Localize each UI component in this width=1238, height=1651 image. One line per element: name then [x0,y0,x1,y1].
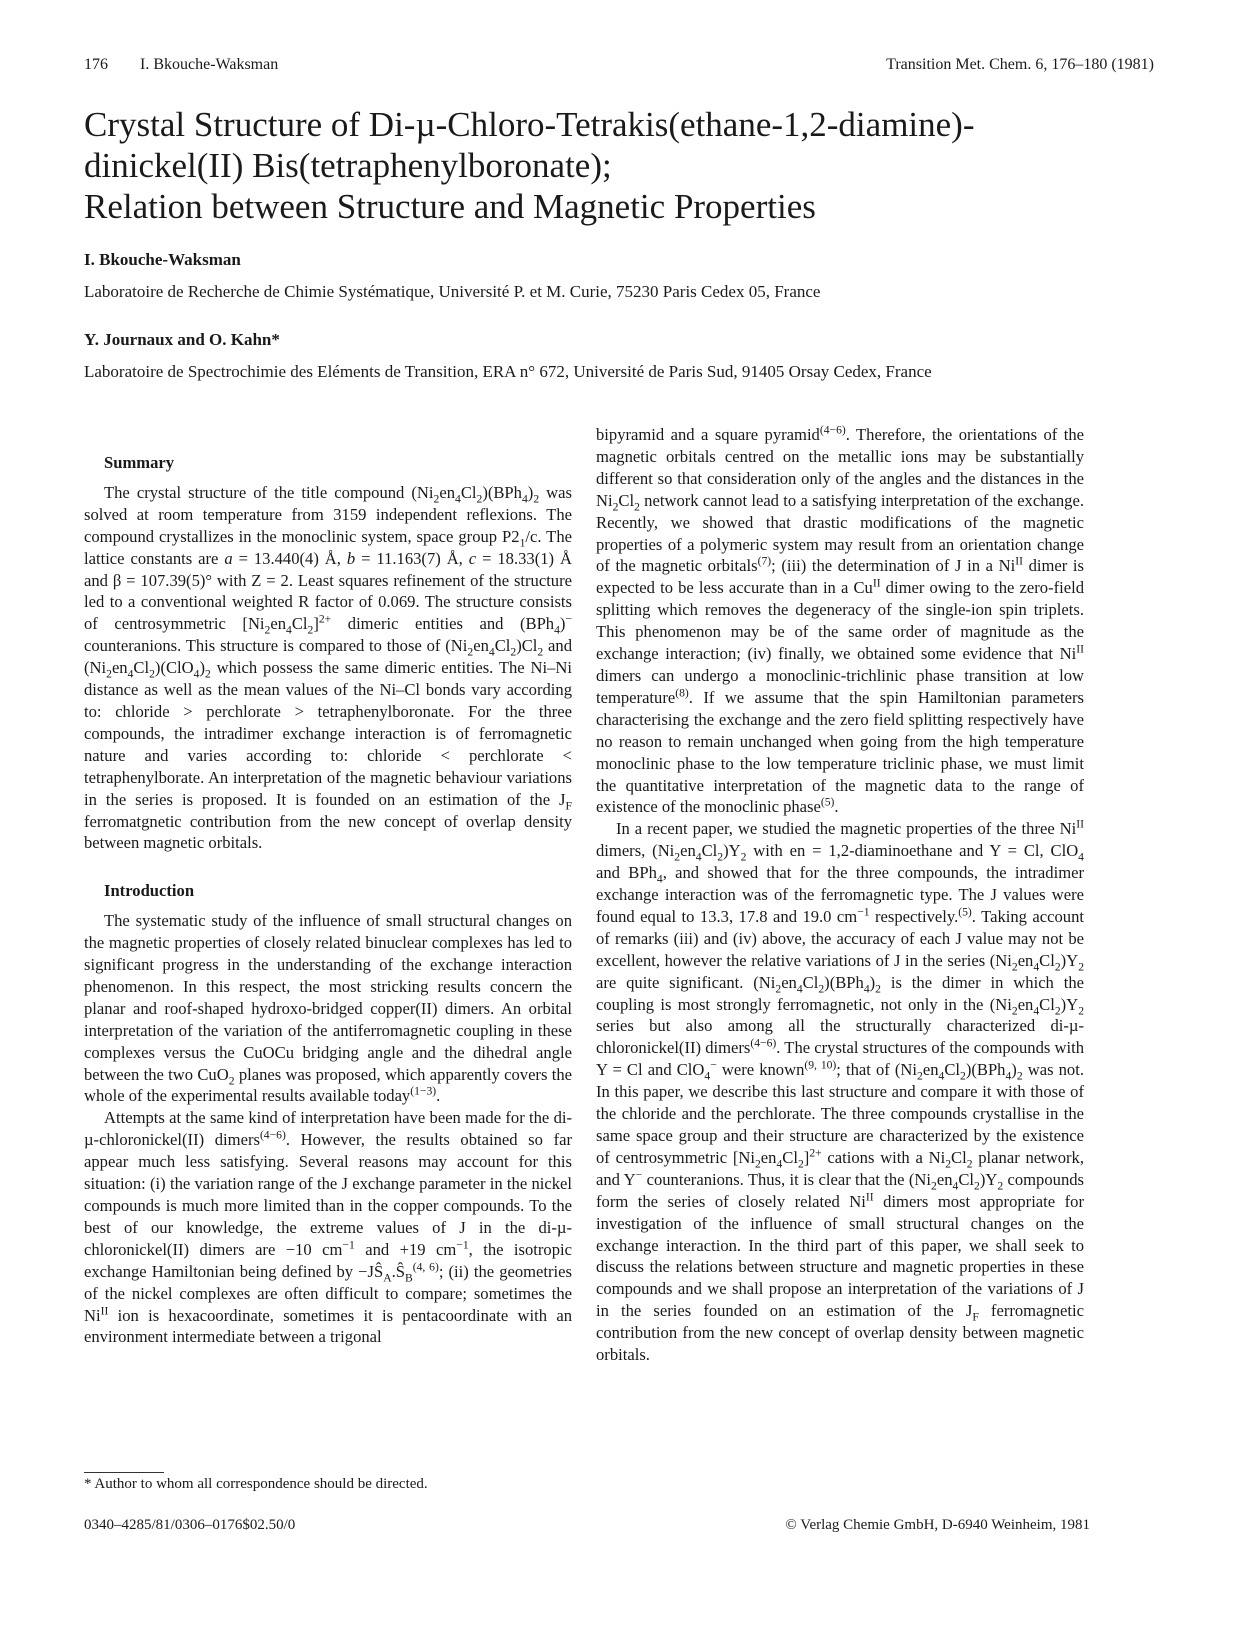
publisher-copyright: © Verlag Chemie GmbH, D-6940 Weinheim, 1981 [785,1517,1090,1533]
running-author: I. Bkouche-Waksman [140,56,279,73]
author-names: Y. Journaux and O. Kahn* [84,330,280,349]
intro-paragraph: Attempts at the same kind of interpretation have been made for the di-µ-chloronickel(II) dimers$^{(4-6)}$. However, the results obtained so far appear much less satisfying. Several reasons may account for this situation: (i) the variation range of the J exchange parameter in the nickel compounds is much more limited than in the copper compounds. To the best of our knowledge, the extreme values of J in the di-µ-chloronickel(II) dimers are −10 $cm^{-1}$ and +19 $cm^{-1}$, the isotropic exchange Hamiltonian being defined by $-JŜ_A.Ŝ_B^{(4, 6)}$; (ii) the geometries of the nickel complexes are often difficult to compare; sometimes the $Ni^{II}$ ion is hexacoordinate, sometimes it is pentacoordinate with an environment intermediate between a trigonal [84,1108,572,1347]
body-paragraph: In a recent paper, we studied the magnetic properties of the three $Ni^{II}$ dimers, $(Ni_2en_4Cl_2)Y_2$ with en = 1,2-diaminoethane and Y = Cl, ClO$_4$ and BPh$_4$, and showed that for the three compounds, the intradimer exchange interaction was of the ferromagnetic type. The J values were found equal to 13.3, 17.8 and 19.0 $cm^{-1}$ respectively.$^{(5)}$. Taking account of remarks (iii) and (iv) above, the accuracy of each J value may not be excellent, however the relative variations of J in the series $(Ni_2en_4Cl_2)Y_2$ are quite significant. $(Ni_2en_4Cl_2)(BPh_4)_2$ is the dimer in which the coupling is most strongly ferromagnetic, not only in the $(Ni_2en_4Cl_2)Y_2$ series but also among all the structurally characterized di-µ-chloronickel(II) dimers$^{(4-6)}$. The crystal structures of the compounds with Y = Cl and ClO$_4$− were known$^{(9, 10)}$; that of $(Ni_2en_4Cl_2)(BPh_4)_2$ was not. In this paper, we describe this last structure and compare it with those of the chloride and the perchlorate. The three compounds crystallise in the same space group and their structure are characterized by the existence of centrosymmetric $[Ni_2en_4Cl_2]^{2+}$ cations with a $Ni_2Cl_2$ planar network, and Y− counteranions. Thus, it is clear that the $(Ni_2en_4Cl_2)Y_2$ compounds form the series of closely related $Ni^{II}$ dimers most appropriate for investigation of the influence of small structural changes on the exchange interaction. In the third part of this paper, we shall seek to discuss the relations between structure and magnetic properties in these compounds and we shall propose an interpretation of the variations of J in the series founded on an estimation of the $J_F$ ferromagnetic contribution from the new concept of overlap density between magnetic orbitals. [596,817,1085,1365]
left-column [84,452,572,1348]
intro-paragraph: The systematic study of the influence of small structural changes on the magnetic properties of closely related binuclear complexes has led to significant progress in the understanding of the exchange interaction phenomenon. In this respect, the most stricking results concern the planar and roof-shaped hydroxo-bridged copper(II) dimers. An orbital interpretation of the variation of the antiferromagnetic coupling in these complexes versus the CuOCu bridging angle and the dihedral angle between the two CuO$_2$ planes was proposed, which apparently covers the whole of the experimental results available today$^{(1-3)}$. [84,911,572,1106]
footnote-rule [84,1472,164,1473]
author-block-1 [84,250,1164,302]
summary-paragraph: The crystal structure of the title compound $(Ni_2en_4Cl_2)(BPh_4)_2$ was solved at room temperature from 3159 independent reflexions. The compound crystallizes in the monoclinic system, space group $P2_1/c$. The lattice constants are a = 13.440(4) Å, b = 11.163(7) Å, c = 18.33(1) Å and β = 107.39(5)° with Z = 2. Least squares refinement of the structure led to a conventional weighted R factor of 0.069. The structure consists of centrosymmetric $[Ni_2en_4Cl_2]^{2+}$ dimeric entities and (BPh$_4$)− counteranions. This structure is compared to those of $(Ni_2en_4Cl_2)Cl_2$ and $(Ni_2en_4Cl_2)(ClO_4)_2$ which possess the same dimeric entities. The Ni–Ni distance as well as the mean values of the Ni–Cl bonds vary according to: chloride > perchlorate > tetraphenylboronate. For the three compounds, the intradimer exchange interaction is of ferromagnetic nature and varies according to: chloride < perchlorate < tetraphenylborate. An interpretation of the magnetic behaviour variations in the series is proposed. It is founded on an estimation of the $J_F$ ferromatgnetic contribution from the new concept of overlap density between magnetic orbitals. [84,482,573,853]
author-block-2 [84,330,1164,382]
summary-heading: Summary [104,453,175,472]
title-line: Relation between Structure and Magnetic Properties [84,187,816,226]
article-code: 0340–4285/81/0306–0176$02.50/0 [84,1517,296,1533]
page-number: 176 [84,56,108,73]
body-paragraph: bipyramid and a square pyramid$^{(4-6)}$. Therefore, the orientations of the magnetic orbitals centred on the metallic ions may be substantially different so that consideration only of the angles and the distances in the $Ni_2Cl_2$ network cannot lead to a satisfying interpretation of the exchange. Recently, we showed that drastic modifications of the magnetic properties of a polymeric system may result from an orientation change of the magnetic orbitals$^{(7)}$; (iii) the determination of J in a $Ni^{II}$ dimer is expected to be less accurate than in a $Cu^{II}$ dimer owing to the zero-field splitting which removes the degeneracy of the single-ion spin triplets. This phenomenon may be of the same order of magnitude as the exchange interaction; (iv) finally, we obtained some evidence that $Ni^{II}$ dimers can undergo a monoclinic-trichlinic phase transition at low temperature$^{(8)}$. If we assume that the spin Hamiltonian parameters characterising the exchange and the zero field splitting respectively have no reason to remain unchanged when going from the high temperature monoclinic phase to the low temperature triclinic phase, we must limit the quantitative interpretation of the magnetic data to the range of existence of the monoclinic phase$^{(5)}$. [596,423,1084,817]
author-affiliation: Laboratoire de Spectrochimie des Eléments de Transition, ERA n° 672, Université de Paris Sud, 91405 Orsay Cedex, France [84,362,932,381]
article-title [84,104,1164,227]
author-names: I. Bkouche-Waksman [84,250,241,269]
footnote: * Author to whom all correspondence should be directed. [84,1476,428,1492]
page-footer [84,1517,1090,1534]
right-column [596,424,1084,1366]
running-head [84,56,1154,74]
introduction-heading: Introduction [104,881,195,901]
journal-citation: Transition Met. Chem. 6, 176–180 (1981) [886,56,1154,73]
title-line: dinickel(II) Bis(tetraphenylboronate); [84,146,612,185]
author-affiliation: Laboratoire de Recherche de Chimie Systématique, Université P. et M. Curie, 75230 Paris Cedex 05, France [84,282,821,301]
title-line: Crystal Structure of Di-µ-Chloro-Tetrakis(ethane-1,2-diamine)- [84,105,975,144]
